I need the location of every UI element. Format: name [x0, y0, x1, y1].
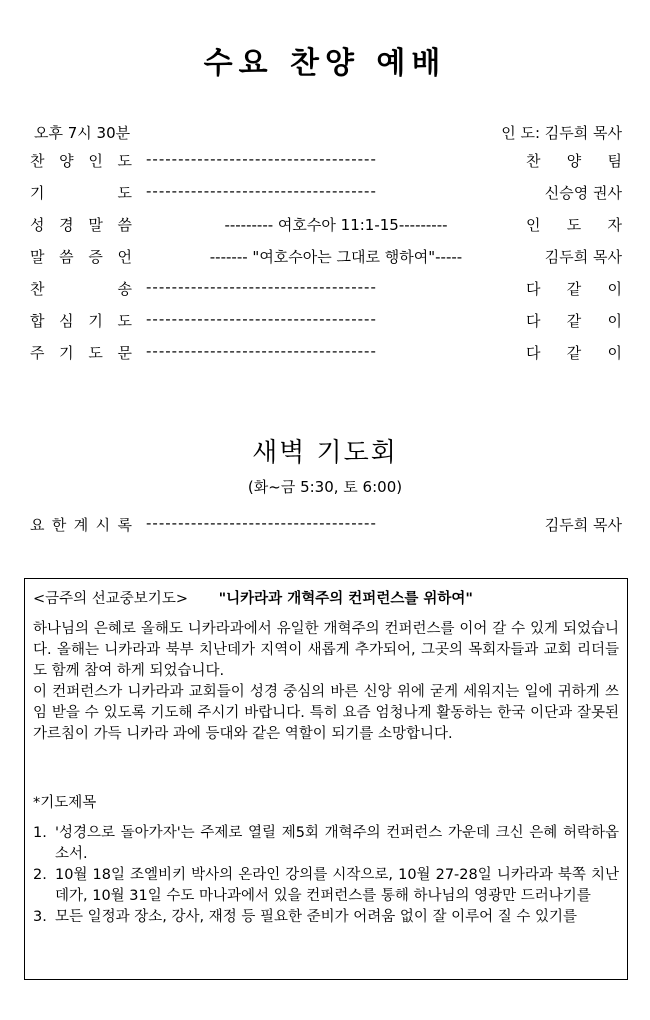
dash-leader: ------------------------------------	[146, 182, 377, 200]
dawn-label-char: 요	[30, 516, 45, 534]
order-label-char: 도	[88, 344, 103, 362]
order-label-char: 송	[117, 280, 132, 298]
prayer-topic-text: 모든 일정과 장소, 강사, 재정 등 필요한 준비가 어려움 없이 잘 이루어 질 수 있기를	[55, 909, 577, 925]
order-label-char: 씀	[59, 248, 74, 266]
prayer-topic-number: 2.	[33, 867, 47, 883]
order-person-char: 같	[566, 312, 582, 330]
order-label-char: 말	[30, 248, 45, 266]
order-person-char: 이	[607, 344, 622, 362]
order-person-char: 같	[566, 280, 582, 298]
order-label-char: 씀	[117, 216, 132, 234]
order-label-char: 도	[117, 152, 132, 170]
dash-leader: ------------------------------------	[146, 278, 377, 296]
order-row	[30, 310, 622, 332]
order-person-char: 이	[607, 312, 622, 330]
order-label-char: 심	[59, 312, 74, 330]
prayer-topic-text: '성경으로 돌아가자'는 주제로 열릴 제5회 개혁주의 컨퍼런스 가운데 크신 은혜 허락하옵소서.	[55, 825, 619, 862]
order-person-char: 찬	[526, 152, 541, 170]
order-person-char: 인	[526, 216, 541, 234]
order-person: 김두희 목사	[544, 248, 622, 266]
order-person-char: 양	[566, 152, 582, 170]
dawn-label-char: 계	[73, 516, 89, 534]
order-person-char: 자	[607, 216, 622, 234]
prayer-topics-list	[33, 823, 619, 928]
order-label-char: 찬	[30, 280, 45, 298]
dawn-prayer-row	[30, 514, 622, 536]
order-person	[526, 150, 622, 171]
order-person	[526, 278, 622, 299]
dawn-label-char: 시	[95, 516, 111, 534]
order-detail: ------- "여호수아는 그대로 행하여"-----	[209, 248, 463, 266]
dawn-prayer-leader: 김두희 목사	[544, 516, 622, 534]
order-label-char: 기	[59, 344, 74, 362]
dash-leader: ------------------------------------	[146, 514, 377, 532]
order-label-char: 인	[88, 152, 103, 170]
dawn-prayer-time: (화~금 5:30, 토 6:00)	[247, 478, 403, 496]
mission-paragraph: 이 컨퍼런스가 니카라과 교회들이 성경 중심의 바른 신앙 위에 굳게 세워지는 일에 귀하게 쓰임 받을 수 있도록 기도해 주시기 바랍니다. 특히 요즘 엄청나게 활동하는 한국 이단과 잘못된 가르침이 가득 니카라 과에 등대와 같은 역할이 되기를 소망합니다.	[33, 684, 619, 742]
order-label	[30, 214, 132, 235]
order-row	[30, 246, 622, 268]
order-row	[30, 182, 622, 204]
order-label-char: 기	[30, 184, 45, 202]
order-person-char: 이	[607, 280, 622, 298]
order-row	[30, 278, 622, 300]
order-row	[30, 214, 622, 236]
service-leader: 인 도: 김두희 목사	[501, 124, 622, 142]
order-person-char: 팀	[607, 152, 622, 170]
mission-heading: <금주의 선교중보기도>	[33, 591, 188, 607]
order-label-char: 도	[117, 184, 132, 202]
order-label-char: 합	[30, 312, 45, 330]
order-label-char: 말	[88, 216, 103, 234]
order-detail: --------- 여호수아 11:1-15---------	[224, 216, 448, 234]
dawn-label-char: 록	[117, 516, 132, 534]
order-label	[30, 182, 132, 203]
prayer-topic-number: 3.	[33, 909, 47, 925]
prayer-topics-title: *기도제목	[33, 795, 97, 811]
service-time: 오후 7시 30분	[34, 124, 131, 142]
order-person	[526, 310, 622, 331]
dash-leader: ------------------------------------	[146, 342, 377, 360]
prayer-topic-item	[33, 823, 619, 865]
prayer-topic-number: 1.	[33, 825, 47, 841]
prayer-topic-item	[33, 865, 619, 907]
order-label	[30, 278, 132, 299]
order-label	[30, 310, 132, 331]
order-label-char: 언	[117, 248, 132, 266]
mission-prayer-box	[24, 578, 628, 980]
order-label-char: 주	[30, 344, 45, 362]
order-label	[30, 342, 132, 363]
order-label-char: 경	[59, 216, 74, 234]
order-person-char: 다	[526, 312, 541, 330]
dawn-label-char: 한	[51, 516, 67, 534]
order-label	[30, 150, 132, 171]
order-label-char: 기	[88, 312, 103, 330]
mission-theme: "니카라과 개혁주의 컨퍼런스를 위하여"	[218, 591, 473, 607]
order-label-char: 양	[59, 152, 74, 170]
order-label-char: 도	[117, 312, 132, 330]
order-person-char: 다	[526, 344, 541, 362]
mission-paragraph: 하나님의 은혜로 올해도 니카라과에서 유일한 개혁주의 컨퍼런스를 이어 갈 수 있게 되었습니다. 올해는 니카라과 북부 치난데가 지역이 새롭게 추가되어, 그곳의 목회자들과 교회 리더들도 함께 참여 하게 되었습니다.	[33, 621, 619, 679]
order-row	[30, 150, 622, 172]
order-person	[526, 214, 622, 235]
mission-body	[33, 619, 619, 745]
order-person: 신승영 권사	[544, 184, 622, 202]
order-person-char: 같	[566, 344, 582, 362]
dawn-prayer-title: 새벽 기도회	[252, 438, 398, 468]
prayer-topic-item	[33, 907, 619, 928]
page-title: 수요 찬양 예배	[203, 46, 447, 81]
order-label-char: 문	[117, 344, 132, 362]
order-person-char: 도	[566, 216, 582, 234]
prayer-topic-text: 10월 18일 조엘비키 박사의 온라인 강의를 시작으로, 10월 27-28일 니카라과 북쪽 치난데가, 10월 31일 수도 마나과에서 있을 컨퍼런스를 통해 하나님의 영광만 드러나기를	[55, 867, 619, 904]
dash-leader: ------------------------------------	[146, 310, 377, 328]
order-row	[30, 342, 622, 364]
dawn-prayer-label	[30, 514, 132, 535]
order-person	[526, 342, 622, 363]
order-label	[30, 246, 132, 267]
order-label-char: 찬	[30, 152, 45, 170]
order-person-char: 다	[526, 280, 541, 298]
dash-leader: ------------------------------------	[146, 150, 377, 168]
order-label-char: 성	[30, 216, 45, 234]
order-label-char: 증	[88, 248, 103, 266]
mission-heading-row	[33, 587, 473, 608]
